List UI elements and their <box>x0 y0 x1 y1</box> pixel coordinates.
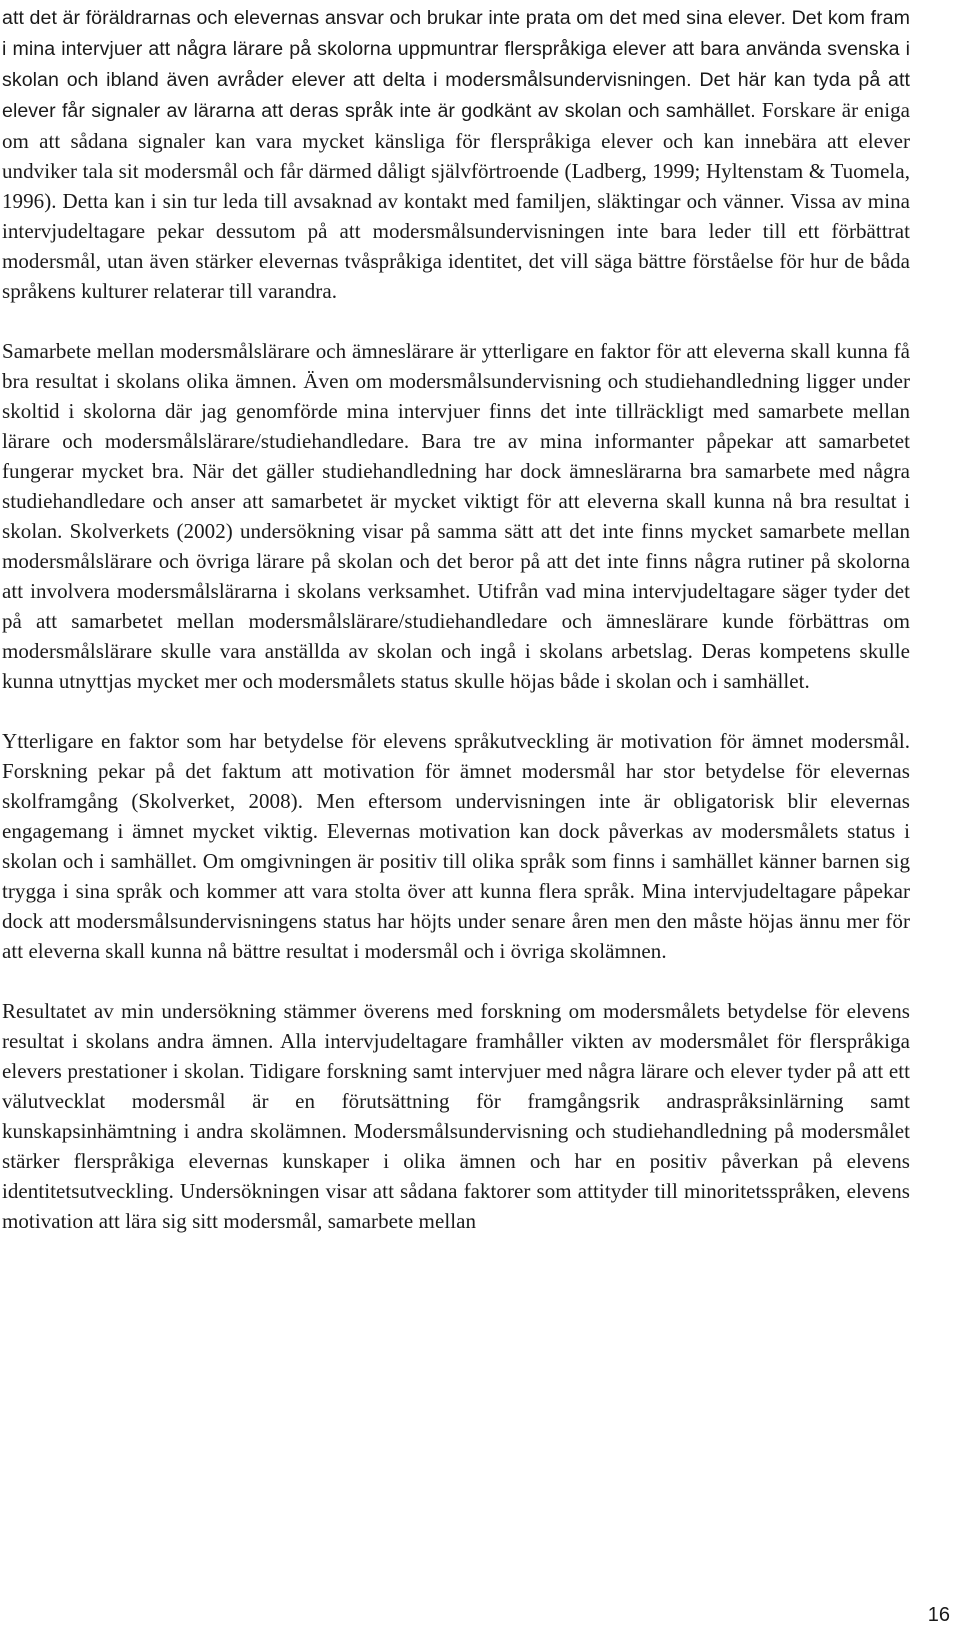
paragraph-gap <box>2 966 910 996</box>
body-text <box>2 2 910 1236</box>
paragraph-2: Samarbete mellan modersmålslärare och ämneslärare är ytterligare en faktor för att eleverna skall kunna få bra resultat i skolans olika ämnen. Även om modersmålsundervisning och studiehandledning ligger under skoltid i skolorna där jag genomförde mina intervjuer finns det inte tillräckligt med samarbete mellan lärare och modersmålslärare/studiehandledare. Bara tre av mina informanter påpekar att samarbetet fungerar mycket bra. När det gäller studiehandledning har dock ämneslärarna bra samarbete med några studiehandledare och anser att samarbetet är mycket viktigt för att eleverna skall kunna nå bra resultat i skolan. Skolverkets (2002) undersökning visar på samma sätt att det inte finns mycket samarbete mellan modersmålslärare och övriga lärare på skolan och det beror på att det inte finns några rutiner på skolorna att involvera modersmålslärarna i skolans verksamhet. Utifrån vad mina intervjudeltagare säger tyder det på att samarbetet mellan modersmålslärare/studiehandledare och ämneslärare kunde förbättras om modersmålslärare skulle vara anställda av skolan och ingå i skolans arbetslag. Deras kompetens skulle kunna utnyttjas mycket mer och modersmålets status skulle höjas både i skolan och i samhället. <box>2 339 910 693</box>
paragraph-4: Resultatet av min undersökning stämmer överens med forskning om modersmålets betydelse för elevens resultat i skolans andra ämnen. Alla intervjudeltagare framhåller vikten av modersmålet för flerspråkiga elevers prestationer i skolan. Tidigare forskning samt intervjuer med några lärare och elever tyder på att ett välutvecklat modersmål är en förutsättning för framgångsrik andraspråksinlärning samt kunskapsinhämtning i andra skolämnen. Modersmålsundervisning och studiehandledning på modersmålet stärker flerspråkiga elevernas kunskaper i olika ämnen och har en positiv påverkan på elevens identitetsutveckling. Undersökningen visar att sådana faktorer som attityder till minoritetsspråken, elevens motivation att lära sig sitt modersmål, samarbete mellan <box>2 999 910 1233</box>
paragraph-gap <box>2 306 910 336</box>
paragraph-gap <box>2 696 910 726</box>
paragraph-3: Ytterligare en faktor som har betydelse för elevens språkutveckling är motivation för ämnet modersmål. Forskning pekar på det faktum att motivation för ämnet modersmål har stor betydelse för elevernas skolframgång (Skolverket, 2008). Men eftersom undervisningen inte är obligatorisk blir elevernas engagemang i ämnet mycket viktig. Elevernas motivation kan dock påverkas av modersmålets status i skolan och i samhället. Om omgivningen är positiv till olika språk som finns i samhället känner barnen sig trygga i sina språk och kommer att vara stolta över att kunna flera språk. Mina intervjudeltagare påpekar dock att modersmålsundervisningens status har höjts under senare åren men den måste höjas ännu mer för att eleverna skall kunna nå bättre resultat i modersmål och i övriga skolämnen. <box>2 729 910 963</box>
paragraph-1-rest: Forskare är eniga om att sådana signaler kan vara mycket känsliga för flerspråkiga elever och kan innebära att elever undviker tala sit modersmål och får därmed dåligt självförtroende (Ladberg, 1999; Hyltenstam & Tuomela, 1996). Detta kan i sin tur leda till avsaknad av kontakt med familjen, släktingar och vänner. Vissa av mina intervjudeltagare pekar dessutom på att modersmålsundervisningen inte bara leder till ett förbättrat modersmål, utan även stärker elevernas tvåspråkiga identitet, det vill säga bättre förståelse för hur de båda språkens kulturer relaterar till varandra. <box>2 98 911 303</box>
page-number: 16 <box>927 1604 950 1626</box>
paragraph-1 <box>2 2 910 306</box>
paragraph-1-lead: att det är föräldrarnas och elevernas ansvar och brukar inte prata om det med sina elever. Det kom fram i mina intervjuer att några lärare på skolorna uppmuntrar flerspråkiga elever att bara använda svenska i skolan och ibland även avråder elever att delta i modersmålsundervisningen. Det här kan tyda på att elever får signaler av lärarna att deras språk inte är godkänt av skolan och samhället. <box>2 7 910 122</box>
